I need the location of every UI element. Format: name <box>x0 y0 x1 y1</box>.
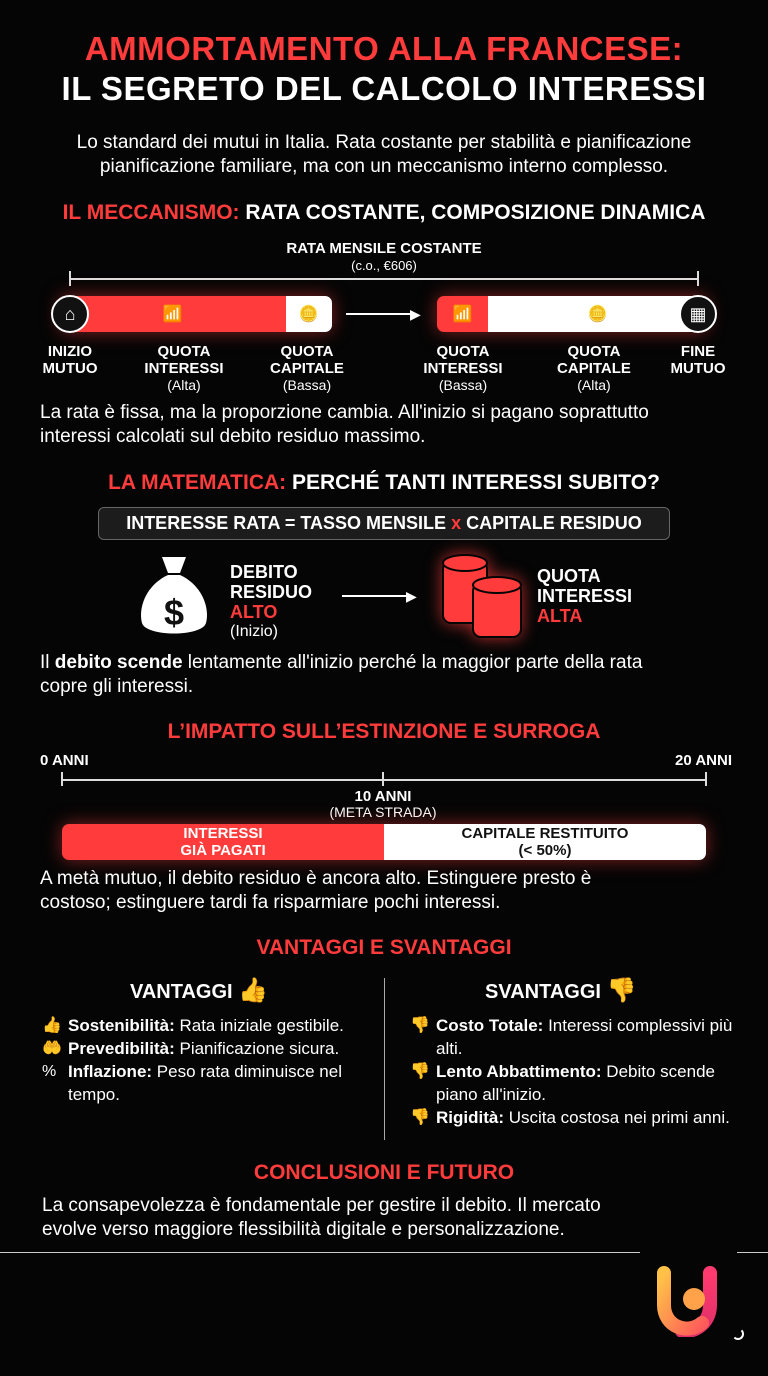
label-l1: QUOTA <box>567 343 621 360</box>
heading-red: LA MATEMATICA: <box>108 471 287 494</box>
footer-line <box>0 1252 640 1253</box>
capital-segment <box>286 296 332 332</box>
title-line1: AMMORTAMENTO ALLA FRANCESE: <box>84 30 684 67</box>
item-bold: Prevedibilità: <box>68 1039 175 1058</box>
money-bag-icon <box>136 553 212 639</box>
item-text: Pianificazione sicura. <box>174 1039 340 1058</box>
math-text-1 <box>40 651 642 675</box>
thumbs-down-icon: 👎 <box>410 1109 430 1126</box>
label-l1: QUOTA <box>157 343 211 360</box>
intro-line1: Lo standard dei mutui in Italia. Rata costante per stabilità e pianificazione <box>76 132 692 153</box>
item-text: Debito scende piano all'inizio. <box>436 1062 715 1104</box>
debt-l2: RESIDUO <box>230 582 313 602</box>
impact-heading: L’IMPATTO SULL’ESTINZIONE E SURROGA <box>167 720 601 743</box>
arrow-icon <box>342 595 412 597</box>
mechanism-heading <box>0 201 768 225</box>
formula-left: INTERESSE RATA = TASSO MENSILE <box>126 513 447 533</box>
rata-value: (c.o., €606) <box>351 258 417 273</box>
label-sub: (Alta) <box>167 377 201 393</box>
thumbs-down-icon: 👎 <box>410 1017 430 1034</box>
pros-item <box>42 1014 377 1037</box>
label-sub: (Alta) <box>577 377 611 393</box>
item-bold: Sostenibilità: <box>68 1016 175 1035</box>
conclusion-text-2: evolve verso maggiore flessibilità digitale e personalizzazione. <box>42 1219 565 1240</box>
cons-title <box>485 976 636 1005</box>
interest-label <box>537 566 632 626</box>
footer-line <box>737 1252 768 1253</box>
l1: INTERESSI <box>183 825 263 842</box>
item-text: Rata iniziale gestibile. <box>174 1016 344 1035</box>
coins-icon: 🪙 <box>298 306 319 323</box>
mechanism-label <box>124 343 244 394</box>
item-bold: Inflazione: <box>68 1062 153 1081</box>
tick <box>382 772 384 786</box>
t-bold: debito scende <box>54 652 183 673</box>
label-l1: QUOTA <box>280 343 334 360</box>
label-l2: MUTUO <box>42 360 98 377</box>
math-text-2: copre gli interessi. <box>40 676 194 697</box>
pros-item <box>42 1037 377 1060</box>
timeline-start: 0 ANNI <box>40 752 89 769</box>
impact-text-1: A metà mutuo, il debito residuo è ancora alto. Estinguere presto è <box>40 868 592 889</box>
brand-logo <box>652 1265 726 1342</box>
math-heading <box>0 471 768 495</box>
timeline-mid-sub: (META STRADA) <box>329 804 437 820</box>
bracket-left <box>69 271 71 286</box>
calendar-icon: ▦ <box>679 295 717 333</box>
divider <box>384 978 385 1140</box>
capital-returned-segment <box>384 824 706 860</box>
thumbs-up-icon: 👍 <box>238 977 269 1004</box>
interest-l1: QUOTA <box>537 566 601 586</box>
label-l1: QUOTA <box>436 343 490 360</box>
debt-label <box>230 562 312 642</box>
formula-box <box>98 507 670 540</box>
heading-red: IL MECCANISMO: <box>62 201 240 224</box>
capital-segment <box>488 296 707 332</box>
label-l2: INTERESSI <box>144 360 224 377</box>
conclusion-heading: CONCLUSIONI E FUTURO <box>253 1161 515 1184</box>
loading-icon <box>732 1328 744 1340</box>
title-line2: IL SEGRETO DEL CALCOLO INTERESSI <box>61 70 707 107</box>
label-l1: INIZIO <box>47 343 93 360</box>
start-bar <box>60 296 332 332</box>
mechanism-text-2: interessi calcolati sul debito residuo massimo. <box>40 426 426 447</box>
item-text: Interessi complessivi più alti. <box>436 1016 733 1058</box>
chart-up-icon: 📶 <box>452 306 473 323</box>
timeline-mid: 10 ANNI <box>354 788 412 805</box>
interest-l3: ALTA <box>537 606 583 626</box>
timeline-end: 20 ANNI <box>675 752 732 769</box>
label-l2: MUTUO <box>670 360 726 377</box>
l2: GIÀ PAGATI <box>180 842 266 859</box>
thumbs-down-icon: 👎 <box>410 1063 430 1080</box>
conclusion-text-1: La consapevolezza è fondamentale per gestire il debito. Il mercato <box>42 1195 601 1216</box>
svg-text:$: $ <box>163 592 185 633</box>
item-bold: Costo Totale: <box>436 1016 544 1035</box>
heading-white: RATA COSTANTE, COMPOSIZIONE DINAMICA <box>245 201 706 224</box>
arrow-icon <box>346 313 416 315</box>
pros-title-text: VANTAGGI <box>130 981 233 1003</box>
tick <box>61 772 63 786</box>
item-text: Uscita costosa nei primi anni. <box>504 1108 730 1127</box>
impact-bar <box>62 824 706 860</box>
label-l1: FINE <box>680 343 716 360</box>
chart-up-icon: 📶 <box>162 306 183 323</box>
item-text: Peso rata diminuisce nel tempo. <box>68 1062 342 1104</box>
label-l2: CAPITALE <box>270 360 344 377</box>
cons-item <box>410 1014 760 1060</box>
cons-item <box>410 1106 760 1129</box>
bracket-line <box>70 278 698 280</box>
mechanism-label <box>247 343 367 394</box>
pros-item <box>42 1060 377 1106</box>
formula-right: CAPITALE RESIDUO <box>466 513 642 533</box>
intro-line2: pianificazione familiare, ma con un meccanismo interno complesso. <box>99 156 669 177</box>
tick <box>705 772 707 786</box>
label-sub: (Bassa) <box>282 377 332 393</box>
interest-segment <box>437 296 488 332</box>
cons-item <box>410 1060 760 1106</box>
r1: CAPITALE RESTITUITO <box>461 825 629 842</box>
timeline-line <box>62 779 706 781</box>
percent-chart-icon: % <box>42 1063 57 1080</box>
thumbs-up-icon: 👍 <box>42 1017 62 1034</box>
debt-l4: (Inizio) <box>230 623 279 640</box>
mechanism-label <box>403 343 523 394</box>
mechanism-label <box>638 343 758 377</box>
r2: (< 50%) <box>518 842 572 859</box>
heading-white: PERCHÉ TANTI INTERESSI SUBITO? <box>292 471 660 494</box>
item-bold: Rigidità: <box>436 1108 504 1127</box>
mechanism-text-1: La rata è fissa, ma la proporzione cambia. All'inizio si pagano soprattutto <box>40 402 649 423</box>
formula-times: x <box>451 513 462 533</box>
t-post: lentamente all'inizio perché la maggior parte della rata <box>182 652 643 673</box>
item-bold: Lento Abbattimento: <box>436 1062 602 1081</box>
pros-title <box>130 976 268 1005</box>
red-coins-icon <box>440 553 525 639</box>
impact-text-2: costoso; estinguere tardi fa risparmiare pochi interessi. <box>40 892 501 913</box>
t-pre: Il <box>40 652 55 673</box>
interest-segment <box>60 296 286 332</box>
interest-paid-segment <box>62 824 384 860</box>
arrow-head-icon: ▶ <box>410 306 421 322</box>
mechanism-label <box>10 343 130 377</box>
label-l2: INTERESSI <box>423 360 503 377</box>
rata-label: RATA MENSILE COSTANTE <box>286 240 482 257</box>
home-icon: ⌂ <box>51 295 89 333</box>
hand-coin-icon: 🤲 <box>42 1040 62 1057</box>
cons-title-text: SVANTAGGI <box>485 981 601 1003</box>
interest-l2: INTERESSI <box>537 586 633 606</box>
arrow-head-icon: ▶ <box>406 588 417 604</box>
label-sub: (Bassa) <box>438 377 488 393</box>
proscons-heading: VANTAGGI E SVANTAGGI <box>256 936 512 959</box>
end-bar <box>437 296 707 332</box>
coins-icon: 🪙 <box>587 306 608 323</box>
bracket-right <box>697 271 699 286</box>
label-l2: CAPITALE <box>557 360 631 377</box>
debt-l3: ALTO <box>230 602 278 622</box>
thumbs-down-icon: 👎 <box>606 977 637 1004</box>
debt-l1: DEBITO <box>230 562 298 582</box>
mechanism-label <box>534 343 654 394</box>
